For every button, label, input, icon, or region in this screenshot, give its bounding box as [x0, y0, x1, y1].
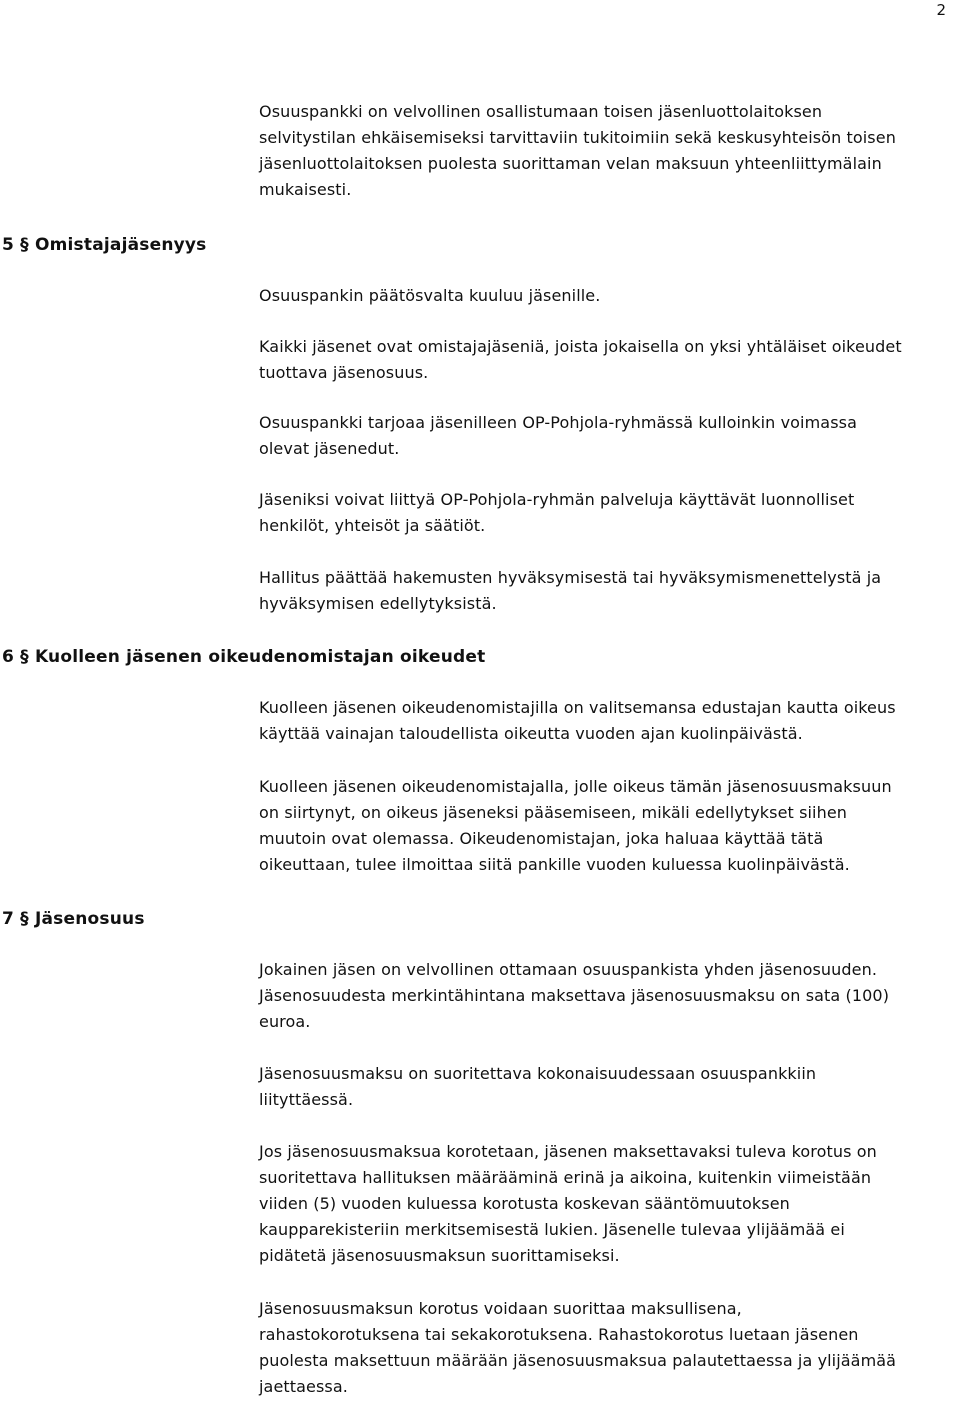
- text-line: käyttää vainajan taloudellista oikeutta vuoden ajan kuolinpäivästä.: [259, 724, 803, 743]
- text-line: pidätetä jäsenosuusmaksun suorittamiseksi.: [259, 1246, 620, 1265]
- section-6-paragraph-1: [259, 695, 959, 747]
- section-heading-6: 6 § Kuolleen jäsenen oikeudenomistajan oikeudet: [2, 647, 486, 667]
- page-number: 2: [936, 1, 946, 19]
- text-line: mukaisesti.: [259, 180, 352, 199]
- text-line: Kuolleen jäsenen oikeudenomistajilla on valitsemansa edustajan kautta oikeus: [259, 698, 896, 717]
- section-5-paragraph-2: [259, 334, 959, 386]
- text-line: suoritettava hallituksen määrääminä erinä ja aikoina, kuitenkin viimeistään: [259, 1168, 872, 1187]
- text-line: kaupparekisteriin merkitsemisestä lukien. Jäsenelle tulevaa ylijäämää ei: [259, 1220, 845, 1239]
- text-line: jaettaessa.: [259, 1377, 348, 1396]
- section-7-paragraph-2: [259, 1061, 959, 1113]
- section-6-paragraph-2: [259, 774, 959, 878]
- text-line: Osuuspankin päätösvalta kuuluu jäsenille.: [259, 286, 601, 305]
- section-heading-5: 5 § Omistajajäsenyys: [2, 235, 207, 255]
- text-line: jäsenluottolaitoksen puolesta suorittaman velan maksuun yhteenliittymälain: [259, 154, 882, 173]
- text-line: hyväksymisen edellytyksistä.: [259, 594, 497, 613]
- text-line: Kaikki jäsenet ovat omistajajäseniä, joista jokaisella on yksi yhtäläiset oikeudet: [259, 337, 902, 356]
- text-line: Jos jäsenosuusmaksua korotetaan, jäsenen maksettavaksi tuleva korotus on: [259, 1142, 877, 1161]
- text-line: viiden (5) vuoden kuluessa korotusta koskevan sääntömuutoksen: [259, 1194, 790, 1213]
- text-line: henkilöt, yhteisöt ja säätiöt.: [259, 516, 486, 535]
- section-heading-7: 7 § Jäsenosuus: [2, 909, 145, 929]
- text-line: muutoin ovat olemassa. Oikeudenomistajan, joka haluaa käyttää tätä: [259, 829, 824, 848]
- section-7-paragraph-3: [259, 1139, 959, 1269]
- text-line: selvitystilan ehkäisemiseksi tarvittaviin tukitoimiin sekä keskusyhteisön toisen: [259, 128, 896, 147]
- text-line: on siirtynyt, on oikeus jäseneksi pääsemiseen, mikäli edellytykset siihen: [259, 803, 848, 822]
- text-line: Jäseniksi voivat liittyä OP-Pohjola-ryhmän palveluja käyttävät luonnolliset: [259, 490, 855, 509]
- text-line: Kuolleen jäsenen oikeudenomistajalla, jolle oikeus tämän jäsenosuusmaksuun: [259, 777, 892, 796]
- text-line: Jäsenosuusmaksun korotus voidaan suorittaa maksullisena,: [259, 1299, 742, 1318]
- text-line: Hallitus päättää hakemusten hyväksymisestä tai hyväksymismenettelystä ja: [259, 568, 882, 587]
- text-line: euroa.: [259, 1012, 311, 1031]
- section-5-paragraph-4: [259, 487, 959, 539]
- intro-paragraph: [259, 99, 959, 203]
- text-line: liityttäessä.: [259, 1090, 354, 1109]
- text-line: oikeuttaan, tulee ilmoittaa siitä pankille vuoden kuluessa kuolinpäivästä.: [259, 855, 850, 874]
- section-5-paragraph-3: [259, 410, 959, 462]
- text-line: Osuuspankki on velvollinen osallistumaan toisen jäsenluottolaitoksen: [259, 102, 823, 121]
- section-5-paragraph-5: [259, 565, 959, 617]
- text-line: Jokainen jäsen on velvollinen ottamaan osuuspankista yhden jäsenosuuden.: [259, 960, 878, 979]
- text-line: puolesta maksettuun määrään jäsenosuusmaksua palautettaessa ja ylijäämää: [259, 1351, 897, 1370]
- section-7-paragraph-4: [259, 1296, 959, 1400]
- section-7-paragraph-1: [259, 957, 959, 1035]
- text-line: Jäsenosuusmaksu on suoritettava kokonaisuudessaan osuuspankkiin: [259, 1064, 817, 1083]
- section-5-paragraph-1: [259, 283, 959, 309]
- text-line: olevat jäsenedut.: [259, 439, 400, 458]
- text-line: Jäsenosuudesta merkintähintana maksettava jäsenosuusmaksu on sata (100): [259, 986, 890, 1005]
- text-line: Osuuspankki tarjoaa jäsenilleen OP-Pohjola-ryhmässä kulloinkin voimassa: [259, 413, 857, 432]
- text-line: tuottava jäsenosuus.: [259, 363, 429, 382]
- text-line: rahastokorotuksena tai sekakorotuksena. Rahastokorotus luetaan jäsenen: [259, 1325, 859, 1344]
